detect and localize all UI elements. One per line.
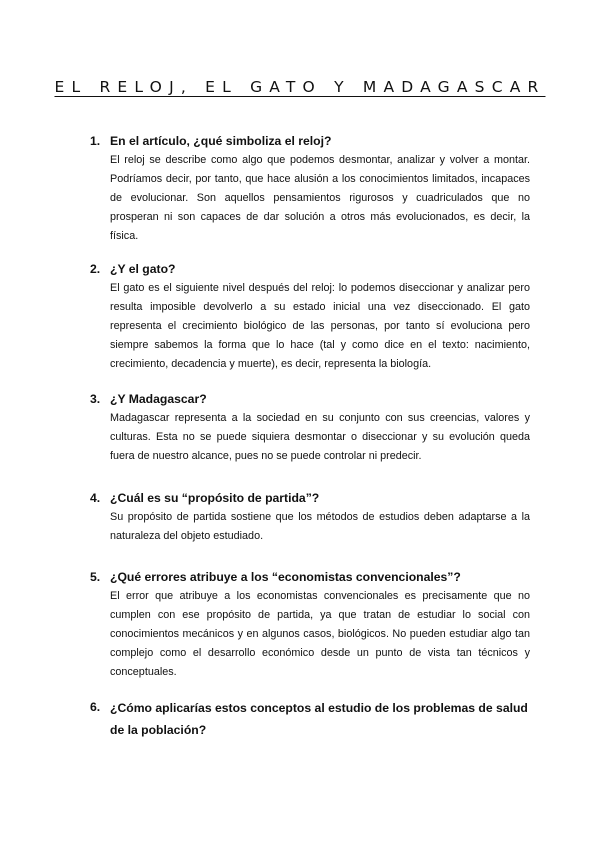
answer-text: El error que atribuye a los economistas convencionales es precisamente que no cumplen con ese propósito de partida, ya que tratan de estudiar lo social con conocimientos mecánicos y en algunos casos, biológicos. No pueden estudiar algo tan complejo como el desarrollo económico desde un punto de vista tan técnicos y conceptuales. (110, 590, 530, 678)
answer-text: Su propósito de partida sostiene que los métodos de estudios deben adaptarse a la naturaleza del objeto estudiado. (110, 511, 530, 542)
question-number: 3. (90, 392, 101, 406)
question-heading (90, 259, 530, 279)
question-text: En el artículo, ¿qué simboliza el reloj? (110, 134, 332, 148)
question-number: 6. (90, 700, 101, 714)
document-title: EL RELOJ, EL GATO Y MADAGASCAR (54, 78, 546, 96)
question-text: ¿Cuál es su “propósito de partida”? (110, 491, 320, 505)
question-text: ¿Qué errores atribuye a los “economistas convencionales”? (110, 570, 461, 584)
question-text: ¿Cómo aplicarías estos conceptos al estudio de los problemas de salud de la población? (110, 701, 528, 737)
question-heading (90, 488, 530, 508)
question-block-6 (90, 697, 530, 741)
question-block-1 (90, 131, 530, 246)
question-text: ¿Y Madagascar? (110, 392, 207, 406)
question-block-2 (90, 259, 530, 374)
question-number: 4. (90, 491, 101, 505)
question-block-4 (90, 488, 530, 546)
question-number: 5. (90, 570, 101, 584)
question-heading (90, 389, 530, 409)
question-heading (90, 567, 530, 587)
question-heading (90, 131, 530, 151)
question-number: 2. (90, 262, 101, 276)
question-number: 1. (90, 134, 101, 148)
question-block-5 (90, 567, 530, 682)
question-text: ¿Y el gato? (110, 262, 176, 276)
question-block-3 (90, 389, 530, 466)
answer-text: Madagascar representa a la sociedad en su conjunto con sus creencias, valores y culturas. Esta no se puede siquiera desmontar o diseccionar y su evolución queda fuera de nuestro alcance, pues no se puede controlar ni predecir. (110, 412, 530, 462)
question-heading (90, 697, 530, 741)
answer-text: El gato es el siguiente nivel después del reloj: lo podemos diseccionar y analizar pero resulta imposible devolverlo a su estado inicial una vez diseccionado. El gato representa el crecimiento biológico de las personas, por tanto sí evoluciona pero siempre sabemos la forma que lo hace (tal y como dice en el texto: nacimiento, crecimiento, decadencia y muerte), es decir, representa la biología. (110, 282, 530, 370)
answer-text: El reloj se describe como algo que podemos desmontar, analizar y volver a montar. Podríamos decir, por tanto, que hace alusión a los conocimientos limitados, incapaces de evolucionar. Son aquellos pensamientos rigurosos y cuadriculados que no prosperan ni son capaces de dar solución a otros más evolucionados, es decir, la física. (110, 154, 530, 242)
